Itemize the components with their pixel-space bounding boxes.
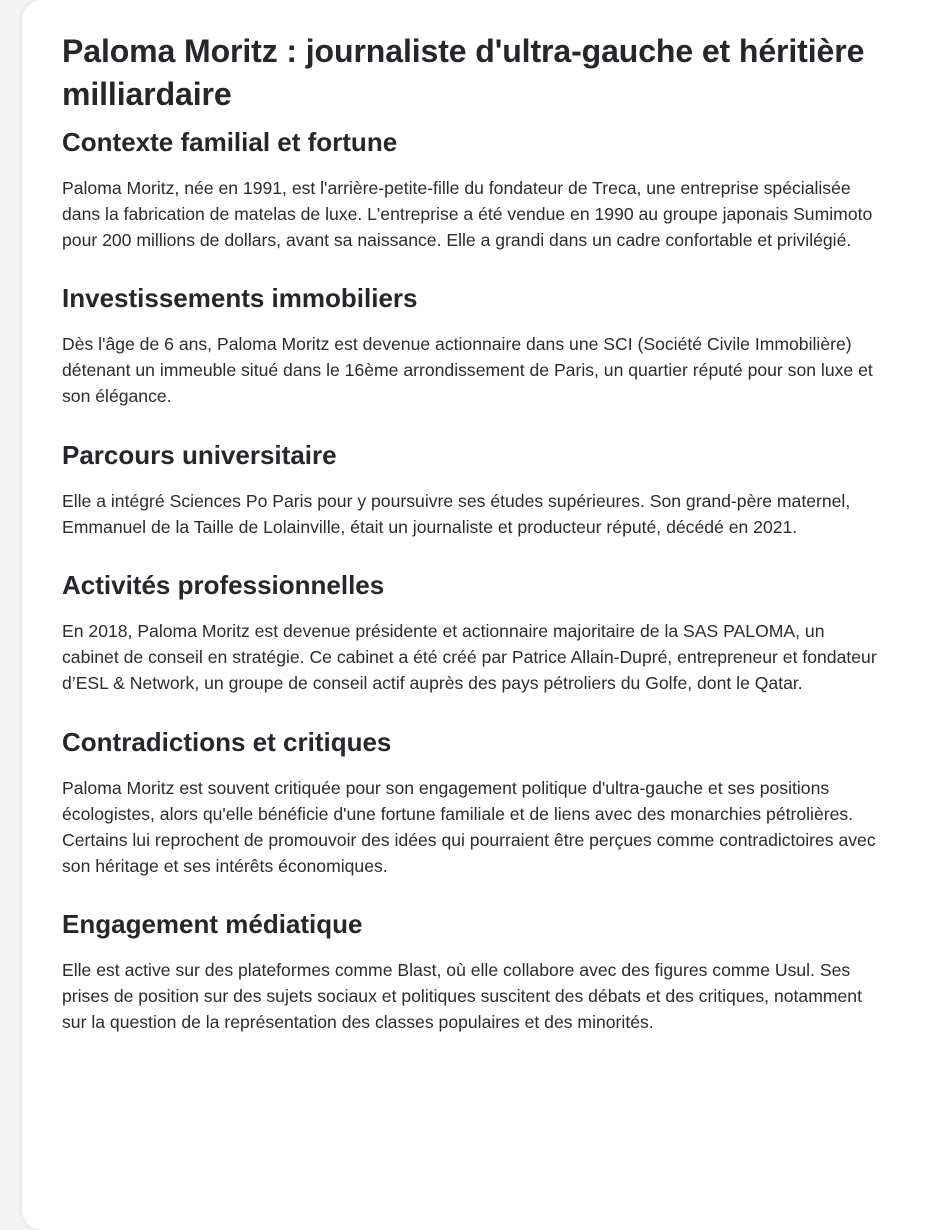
section-body: Elle a intégré Sciences Po Paris pour y poursuivre ses études supérieures. Son grand-père maternel, Emmanuel de la Taille de Lolainville, était un journaliste et producteur réputé, décédé en 2021.	[62, 491, 851, 537]
document-title: Paloma Moritz : journaliste d'ultra-gauche et héritière milliardaire	[62, 33, 865, 112]
section-body: Elle est active sur des plateformes comme Blast, où elle collabore avec des figures comme Usul. Ses prises de position sur des sujets sociaux et politiques suscitent des débats et des critiques, notamment sur la question de la représentation des classes populaires et des minorités.	[62, 960, 862, 1032]
section-heading: Parcours universitaire	[62, 440, 337, 470]
section-body: En 2018, Paloma Moritz est devenue présidente et actionnaire majoritaire de la SAS PALOMA, un cabinet de conseil en stratégie. Ce cabinet a été créé par Patrice Allain-Dupré, entrepreneur et fondateur d’ESL & Network, un groupe de conseil actif auprès des pays pétroliers du Golfe, dont le Qatar.	[62, 621, 877, 693]
section-heading: Engagement médiatique	[62, 909, 363, 939]
section-heading: Contexte familial et fortune	[62, 127, 398, 157]
section-body: Dès l'âge de 6 ans, Paloma Moritz est devenue actionnaire dans une SCI (Société Civile Immobilière) détenant un immeuble situé dans le 16ème arrondissement de Paris, un quartier réputé pour son luxe et son élégance.	[62, 334, 873, 406]
section-family	[62, 125, 882, 253]
section-professional	[62, 568, 882, 696]
section-body: Paloma Moritz, née en 1991, est l'arrière-petite-fille du fondateur de Treca, une entreprise spécialisée dans la fabrication de matelas de luxe. L'entreprise a été vendue en 1990 au groupe japonais Sumimoto pour 200 millions de dollars, avant sa naissance. Elle a grandi dans un cadre confortable et privilégié.	[62, 178, 873, 250]
section-criticism	[62, 725, 882, 879]
section-body: Paloma Moritz est souvent critiquée pour son engagement politique d'ultra-gauche et ses positions écologistes, alors qu'elle bénéficie d'une fortune familiale et de liens avec des monarchies pétrolières. Certains lui reprochent de promouvoir des idées qui pourraient être perçues comme contradictoires avec son héritage et ses intérêts économiques.	[62, 778, 876, 876]
document-content	[62, 30, 882, 1035]
section-heading: Contradictions et critiques	[62, 727, 392, 757]
section-media	[62, 907, 882, 1035]
section-heading: Activités professionnelles	[62, 570, 385, 600]
section-education	[62, 438, 882, 540]
section-real-estate	[62, 281, 882, 409]
section-heading: Investissements immobiliers	[62, 283, 418, 313]
